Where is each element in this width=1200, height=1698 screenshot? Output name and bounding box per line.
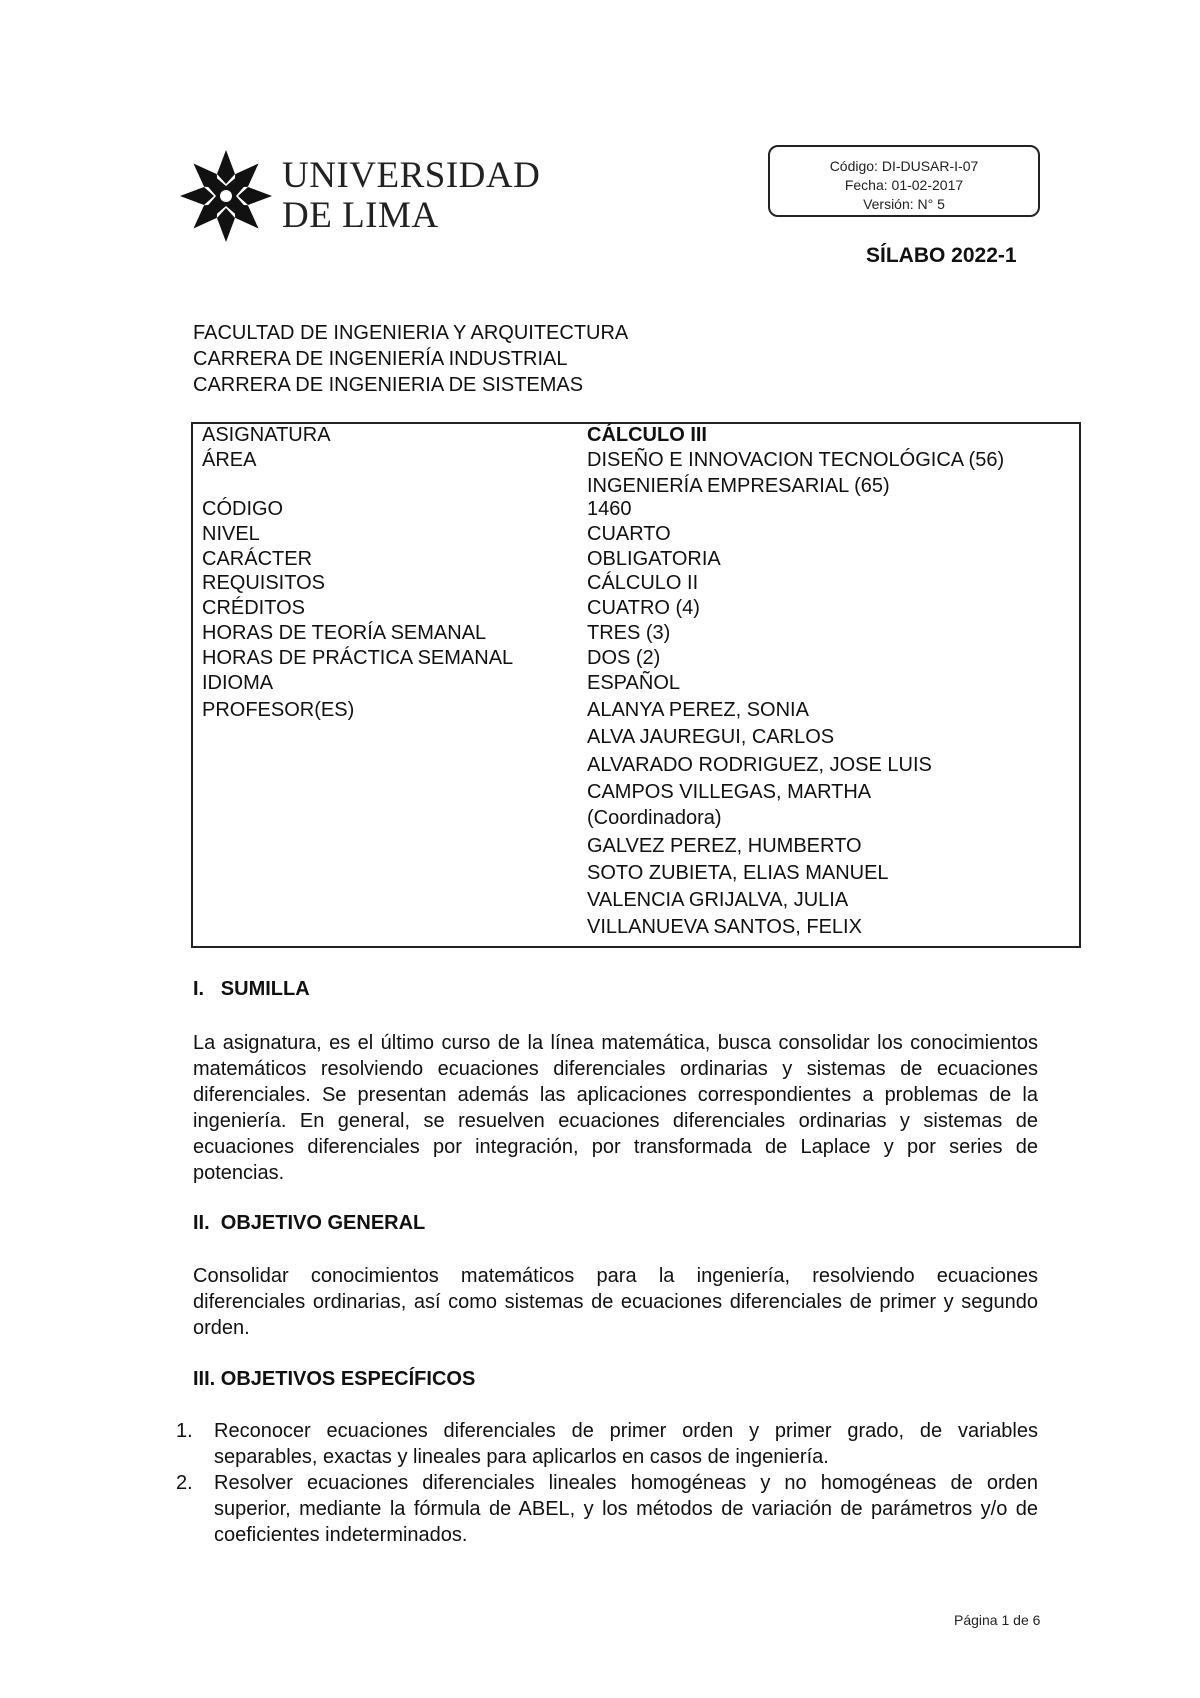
caracter-label: CARÁCTER <box>202 548 313 570</box>
objetivos-especificos-heading: III. OBJETIVOS ESPECÍFICOS <box>193 1368 476 1390</box>
asignatura-value: CÁLCULO III <box>587 424 707 446</box>
creditos-value: CUATRO (4) <box>587 597 700 619</box>
asignatura-label: ASIGNATURA <box>202 424 331 446</box>
list-item-number: 2. <box>176 1472 193 1494</box>
profesor-item: CAMPOS VILLEGAS, MARTHA <box>587 781 872 803</box>
profesor-item: SOTO ZUBIETA, ELIAS MANUEL <box>587 862 889 884</box>
profesor-item: ALVA JAUREGUI, CARLOS <box>587 726 835 748</box>
university-logo <box>178 148 558 244</box>
syllabus-title: SÍLABO 2022-1 <box>866 244 1017 267</box>
profesores-label: PROFESOR(ES) <box>202 699 355 721</box>
teoria-value: TRES (3) <box>587 622 671 644</box>
document-code: Código: DI-DUSAR-I-07 <box>829 158 979 174</box>
logo-line-1: UNIVERSIDAD <box>282 155 541 196</box>
profesor-item: (Coordinadora) <box>587 807 722 829</box>
profesor-item: VALENCIA GRIJALVA, JULIA <box>587 889 849 911</box>
requisitos-label: REQUISITOS <box>202 572 325 594</box>
course-info-table <box>191 422 1081 948</box>
faculty-line: CARRERA DE INGENIERIA DE SISTEMAS <box>193 374 584 396</box>
list-item-text: Resolver ecuaciones diferenciales lineales homogéneas y no homogéneas de orden superior, mediante la fórmula de ABEL, y los métodos de variación de parámetros y/o de coeficientes indeterminados. <box>214 1472 1038 1546</box>
area-value-2: INGENIERÍA EMPRESARIAL (65) <box>587 475 890 497</box>
faculty-block <box>193 320 628 398</box>
profesor-item: GALVEZ PEREZ, HUMBERTO <box>587 835 862 857</box>
nivel-value: CUARTO <box>587 523 671 545</box>
codigo-value: 1460 <box>587 498 632 520</box>
area-label: ÁREA <box>202 449 257 471</box>
creditos-label: CRÉDITOS <box>202 597 305 619</box>
document-code-box <box>768 145 1040 217</box>
list-item-number: 1. <box>176 1420 193 1442</box>
area-value-1: DISEÑO E INNOVACION TECNOLÓGICA (56) <box>587 449 1005 471</box>
star-emblem-icon <box>178 148 274 244</box>
profesor-item: ALVARADO RODRIGUEZ, JOSE LUIS <box>587 754 932 776</box>
objetivos-especificos-list <box>176 1418 1038 1548</box>
list-item-text: Reconocer ecuaciones diferenciales de primer orden y primer grado, de variables separables, exactas y lineales para aplicarlos en casos de ingeniería. <box>214 1420 1038 1468</box>
logo-line-2: DE LIMA <box>282 195 439 236</box>
practica-label: HORAS DE PRÁCTICA SEMANAL <box>202 647 514 669</box>
requisitos-value: CÁLCULO II <box>587 572 699 594</box>
list-item <box>176 1470 1038 1548</box>
objetivo-general-heading: II. OBJETIVO GENERAL <box>193 1212 426 1234</box>
caracter-value: OBLIGATORIA <box>587 548 721 570</box>
document-version: Versión: N° 5 <box>863 196 945 212</box>
teoria-label: HORAS DE TEORÍA SEMANAL <box>202 622 487 644</box>
page-number: Página 1 de 6 <box>954 1612 1041 1628</box>
idioma-label: IDIOMA <box>202 672 274 694</box>
sumilla-text: La asignatura, es el último curso de la línea matemática, busca consolidar los conocimientos matemáticos resolviendo ecuaciones diferenciales ordinarias y sistemas de ecuaciones diferenciales. Se presentan además las aplicaciones correspondientes a problemas de la ingeniería. En general, se resuelven ecuaciones diferenciales ordinarias y sistemas de ecuaciones diferenciales por integración, por transformada de Laplace y por series de potencias. <box>193 1032 1038 1184</box>
profesor-item: ALANYA PEREZ, SONIA <box>587 699 809 721</box>
faculty-line: CARRERA DE INGENIERÍA INDUSTRIAL <box>193 348 568 370</box>
list-item <box>176 1418 1038 1470</box>
objetivo-general-text: Consolidar conocimientos matemáticos para la ingeniería, resolviendo ecuaciones diferenciales ordinarias, así como sistemas de ecuaciones diferenciales de primer y segundo orden. <box>193 1265 1038 1339</box>
practica-value: DOS (2) <box>587 647 661 669</box>
idioma-value: ESPAÑOL <box>587 672 680 694</box>
faculty-line: FACULTAD DE INGENIERIA Y ARQUITECTURA <box>193 322 629 344</box>
codigo-label: CÓDIGO <box>202 498 284 520</box>
nivel-label: NIVEL <box>202 523 260 545</box>
logo-wordmark <box>282 156 540 236</box>
sumilla-heading: I. SUMILLA <box>193 978 310 1000</box>
document-date: Fecha: 01-02-2017 <box>844 177 964 193</box>
profesor-item: VILLANUEVA SANTOS, FELIX <box>587 916 862 938</box>
